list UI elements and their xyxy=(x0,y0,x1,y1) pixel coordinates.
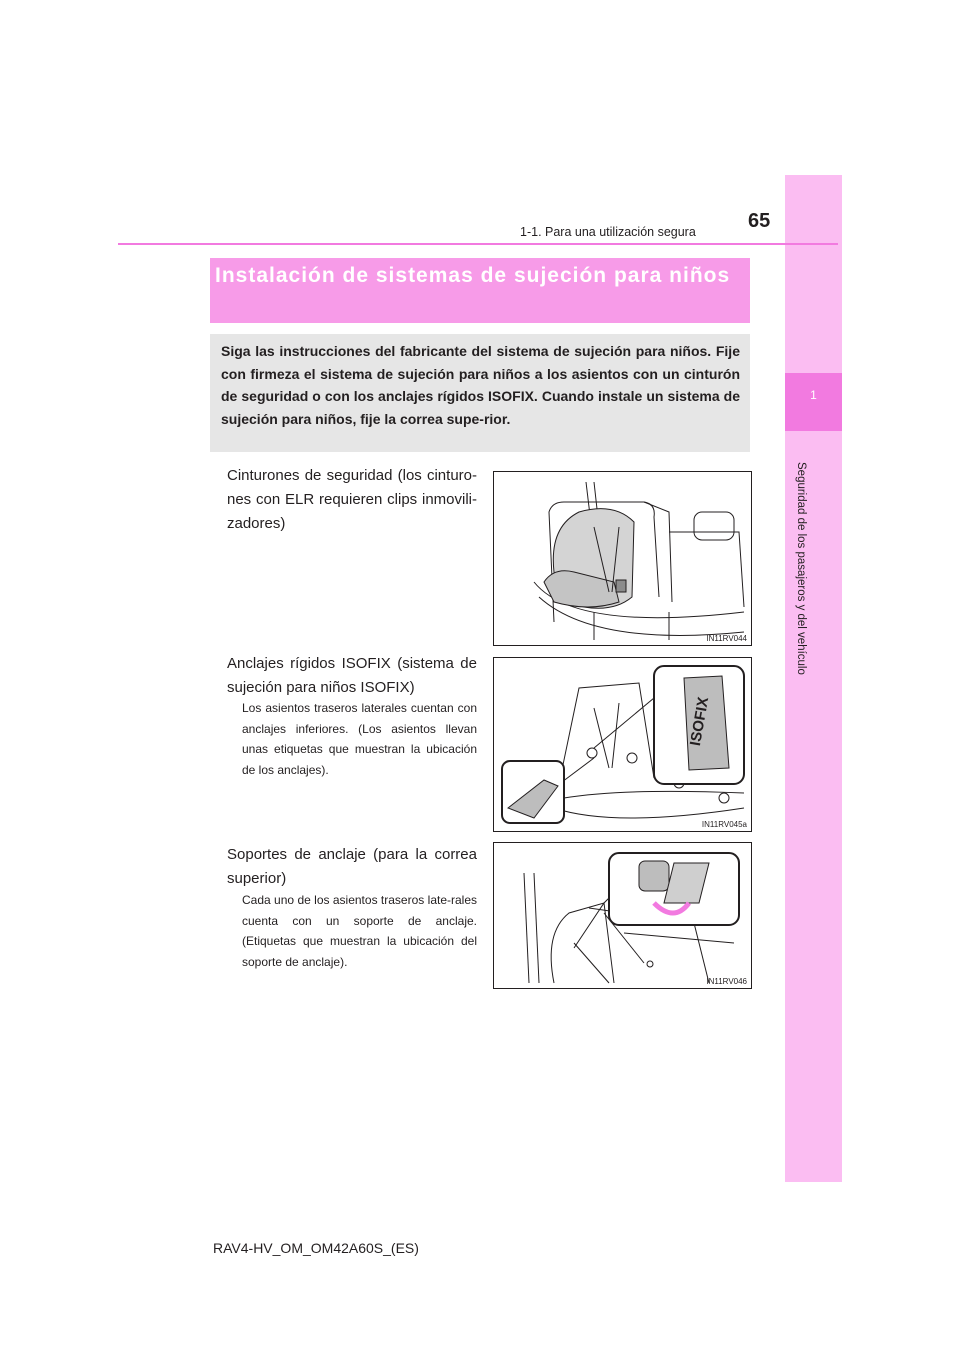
side-tab xyxy=(785,175,842,1182)
figure-code: IN11RV046 xyxy=(706,977,747,986)
item-anchor-title: Soportes de anclaje (para la correa superior) xyxy=(227,846,477,887)
item-isofix-title: Anclajes rígidos ISOFIX (sistema de sujeción para niños ISOFIX) xyxy=(227,655,477,696)
section-label: 1-1. Para una utilización segura xyxy=(520,225,696,239)
footer-doc-code: RAV4-HV_OM_OM42A60S_(ES) xyxy=(213,1240,419,1256)
child-seat-belt-illustration xyxy=(494,472,751,645)
intro-text: Siga las instrucciones del fabricante del sistema de sujeción para niños. Fije con firmeza el sistema de sujeción para niños a los asientos con un cinturón de seguridad o con los anclajes rígidos ISOFIX. Cuando instale un sistema de sujeción para niños, fije la correa supe-rior. xyxy=(221,343,740,427)
isofix-tag-label: ISOFIX xyxy=(686,695,713,748)
item-anchor-description: Cada uno de los asientos traseros late-rales cuenta con un soporte de anclaje. (Etiquetas que muestran la ubicación del soporte de anclaje). xyxy=(242,893,477,969)
header-divider xyxy=(118,243,838,245)
figure-anchor xyxy=(493,842,752,989)
page-heading: Instalación de sistemas de sujeción para niños xyxy=(215,264,731,287)
figure-seatbelt xyxy=(493,471,752,646)
figure-isofix xyxy=(493,657,752,832)
item-isofix-description: Los asientos traseros laterales cuentan con anclajes inferiores. (Los asientos llevan unas etiquetas que muestran la ubicación de los anclajes). xyxy=(242,701,477,777)
figure-code: IN11RV045a xyxy=(701,820,747,829)
isofix-anchor-illustration xyxy=(494,658,751,831)
item-seatbelt-title: Cinturones de seguridad (los cinturo-nes con ELR requieren clips inmovili-zadores) xyxy=(227,467,477,532)
chapter-number: 1 xyxy=(810,388,817,402)
side-tab-title: Seguridad de los pasajeros y del vehículo xyxy=(795,462,807,675)
page-number: 65 xyxy=(748,210,771,232)
chapter-marker xyxy=(785,373,842,431)
top-tether-anchor-illustration xyxy=(494,843,751,988)
figure-code: IN11RV044 xyxy=(706,634,747,643)
